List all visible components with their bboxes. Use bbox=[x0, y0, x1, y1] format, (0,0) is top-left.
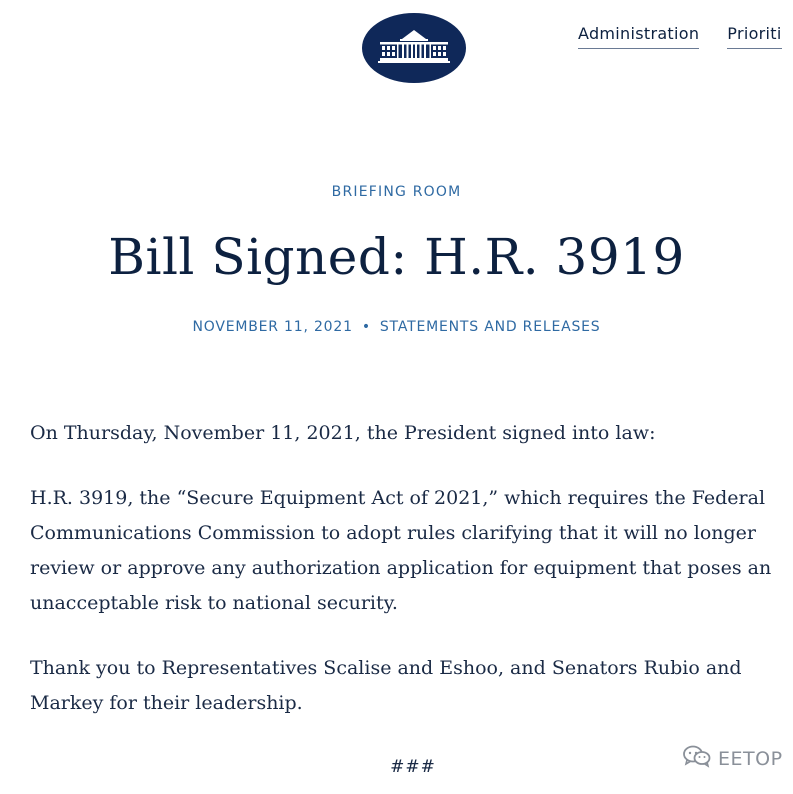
article-meta bbox=[0, 319, 793, 335]
nav-item-priorities[interactable]: Prioriti bbox=[727, 24, 781, 49]
article-paragraph: On Thursday, November 11, 2021, the President signed into law: bbox=[30, 422, 656, 444]
nav-item-administration[interactable]: Administration bbox=[578, 24, 699, 49]
article-date: NOVEMBER 11, 2021 bbox=[192, 319, 353, 335]
primary-nav bbox=[578, 24, 782, 49]
white-house-seal-icon[interactable] bbox=[362, 13, 466, 83]
meta-separator: • bbox=[361, 319, 371, 335]
watermark-text: EETOP bbox=[718, 747, 783, 770]
article-body bbox=[30, 416, 790, 751]
section-eyebrow[interactable]: BRIEFING ROOM bbox=[331, 184, 462, 200]
page-title: Bill Signed: H.R. 3919 bbox=[108, 228, 685, 286]
article-end-mark: ### bbox=[390, 757, 436, 777]
wechat-icon bbox=[682, 744, 712, 773]
article-category-link[interactable]: STATEMENTS AND RELEASES bbox=[379, 319, 601, 335]
watermark bbox=[682, 744, 783, 773]
site-header bbox=[0, 0, 793, 100]
article-paragraph: H.R. 3919, the “Secure Equipment Act of 2021,” which requires the Federal Communications Commission to adopt rules clarifying that it will no longer review or approve any authorization application for equipment that poses an unacceptable risk to national security. bbox=[30, 487, 772, 614]
article-paragraph: Thank you to Representatives Scalise and Eshoo, and Senators Rubio and Markey for their leadership. bbox=[30, 657, 742, 714]
